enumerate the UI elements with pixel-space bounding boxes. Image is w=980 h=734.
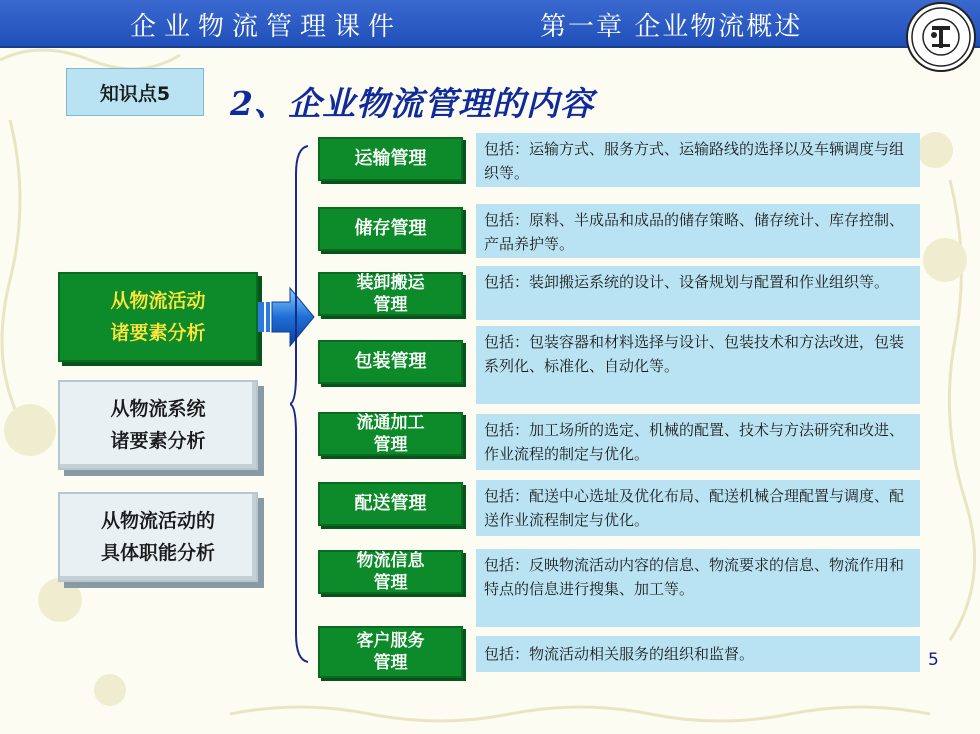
- brace-bracket: [290, 144, 310, 664]
- desc-handling: 包括：装卸搬运系统的设计、设备规划与配置和作业组织等。: [476, 266, 920, 320]
- category-information: [318, 550, 463, 594]
- desc-storage: 包括：原料、半成品和成品的储存策略、储存统计、库存控制、产品养护等。: [476, 204, 920, 258]
- desc-processing: 包括：加工场所的选定、机械的配置、技术与方法研究和改进、作业流程的制定与优化。: [476, 414, 920, 470]
- category-label: 客户服务: [356, 631, 425, 651]
- category-label: 配送管理: [354, 493, 427, 514]
- category-label: 管理: [373, 573, 408, 593]
- category-label: 物流信息: [356, 551, 425, 571]
- chapter-title: 第一章 企业物流概述: [540, 12, 803, 42]
- university-logo-icon: [906, 2, 976, 72]
- category-distribution: [318, 482, 463, 526]
- left-box-line: 从物流活动的: [100, 510, 215, 532]
- left-box-line: 诸要素分析: [110, 430, 206, 452]
- category-label: 管理: [373, 653, 408, 673]
- left-box-line: 从物流活动: [110, 290, 206, 312]
- category-customer-service: [318, 626, 463, 678]
- category-label: 包装管理: [354, 351, 427, 372]
- category-label: 储存管理: [354, 218, 427, 239]
- desc-distribution: 包括：配送中心选址及优化布局、配送机械合理配置与调度、配送作业流程制定与优化。: [476, 480, 920, 536]
- category-transport: [318, 137, 463, 181]
- category-label: 流通加工: [356, 413, 425, 433]
- category-label: 管理: [373, 435, 408, 455]
- desc-packaging: 包括：包装容器和材料选择与设计、包装技术和方法改进，包装系列化、标准化、自动化等。: [476, 326, 920, 404]
- page-title: 2、企业物流管理的内容: [230, 84, 594, 123]
- left-box-line: 从物流系统: [110, 398, 206, 420]
- category-packaging: [318, 340, 463, 384]
- page-number: 5: [928, 650, 939, 670]
- category-label: 管理: [373, 295, 408, 315]
- left-box-line: 具体职能分析: [100, 542, 215, 564]
- left-box-line: 诸要素分析: [110, 322, 206, 344]
- knowledge-point-badge: 知识点5: [66, 68, 204, 116]
- left-box-system-elements: [58, 380, 258, 470]
- header-bar: [0, 0, 980, 48]
- category-label: 运输管理: [354, 148, 427, 169]
- category-storage: [318, 207, 463, 251]
- category-label: 装卸搬运: [356, 273, 425, 293]
- left-box-functions: [58, 492, 258, 582]
- course-title: 企业物流管理课件: [130, 12, 403, 42]
- category-handling: [318, 272, 463, 316]
- desc-customer-service: 包括：物流活动相关服务的组织和监督。: [476, 636, 920, 672]
- left-box-activity-elements: [58, 272, 258, 362]
- category-processing: [318, 412, 463, 456]
- desc-transport: 包括：运输方式、服务方式、运输路线的选择以及车辆调度与组织等。: [476, 133, 920, 187]
- desc-information: 包括：反映物流活动内容的信息、物流要求的信息、物流作用和特点的信息进行搜集、加工等。: [476, 549, 920, 627]
